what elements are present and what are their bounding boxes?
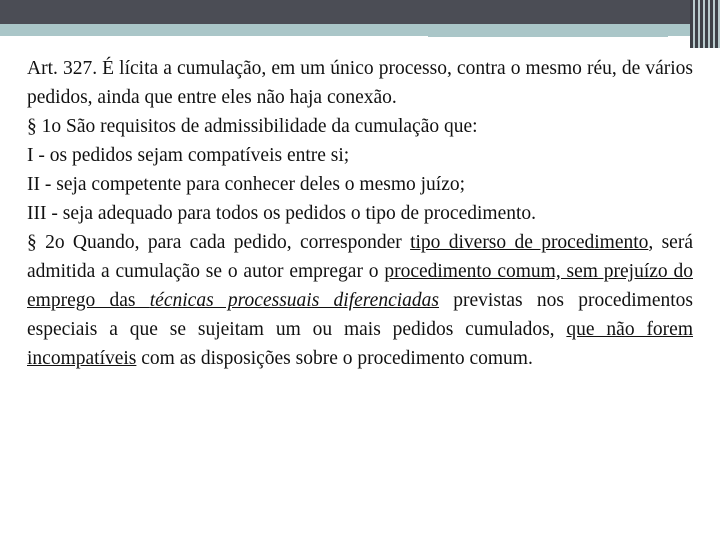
header-bar <box>0 0 720 24</box>
p2-underlined-2: procedimento comum, sem prejuízo do emprego das <box>27 261 693 311</box>
paragraph-section-1: § 1o São requisitos de admissibilidade da cumulação que: <box>27 116 478 137</box>
p2-text-1: § 2o Quando, para cada pedido, corresponder <box>27 232 411 253</box>
paragraph-item-i: I - os pedidos sejam compatíveis entre si; <box>27 145 350 166</box>
p2-underlined-italic: técnicas processuais diferenciadas <box>149 290 439 311</box>
header-accent-bar <box>0 24 720 36</box>
paragraph-item-ii: II - seja competente para conhecer deles o mesmo juízo; <box>27 174 466 195</box>
p2-underlined-1: tipo diverso de procedimento <box>410 232 649 253</box>
header-stripe-decoration <box>690 0 720 48</box>
p2-text-3: previstas nos procedimentos especiais a que se sujeitam um ou mais pedidos cumulados, <box>27 290 694 340</box>
p2-text-2: , será admitida a cumulação se o autor empregar o <box>27 232 693 282</box>
slide-body <box>27 54 693 373</box>
paragraph-item-iii: III - seja adequado para todos os pedidos o tipo de procedimento. <box>27 203 537 224</box>
p2-underlined-3: que não forem incompatíveis <box>27 319 694 369</box>
paragraph-section-2 <box>27 228 693 373</box>
header-accent-line <box>428 36 668 37</box>
p2-text-4: com as disposições sobre o procedimento comum. <box>136 348 533 369</box>
paragraph-art-327: Art. 327. É lícita a cumulação, em um único processo, contra o mesmo réu, de vários pedidos, ainda que entre eles não haja conexão. <box>27 58 693 108</box>
